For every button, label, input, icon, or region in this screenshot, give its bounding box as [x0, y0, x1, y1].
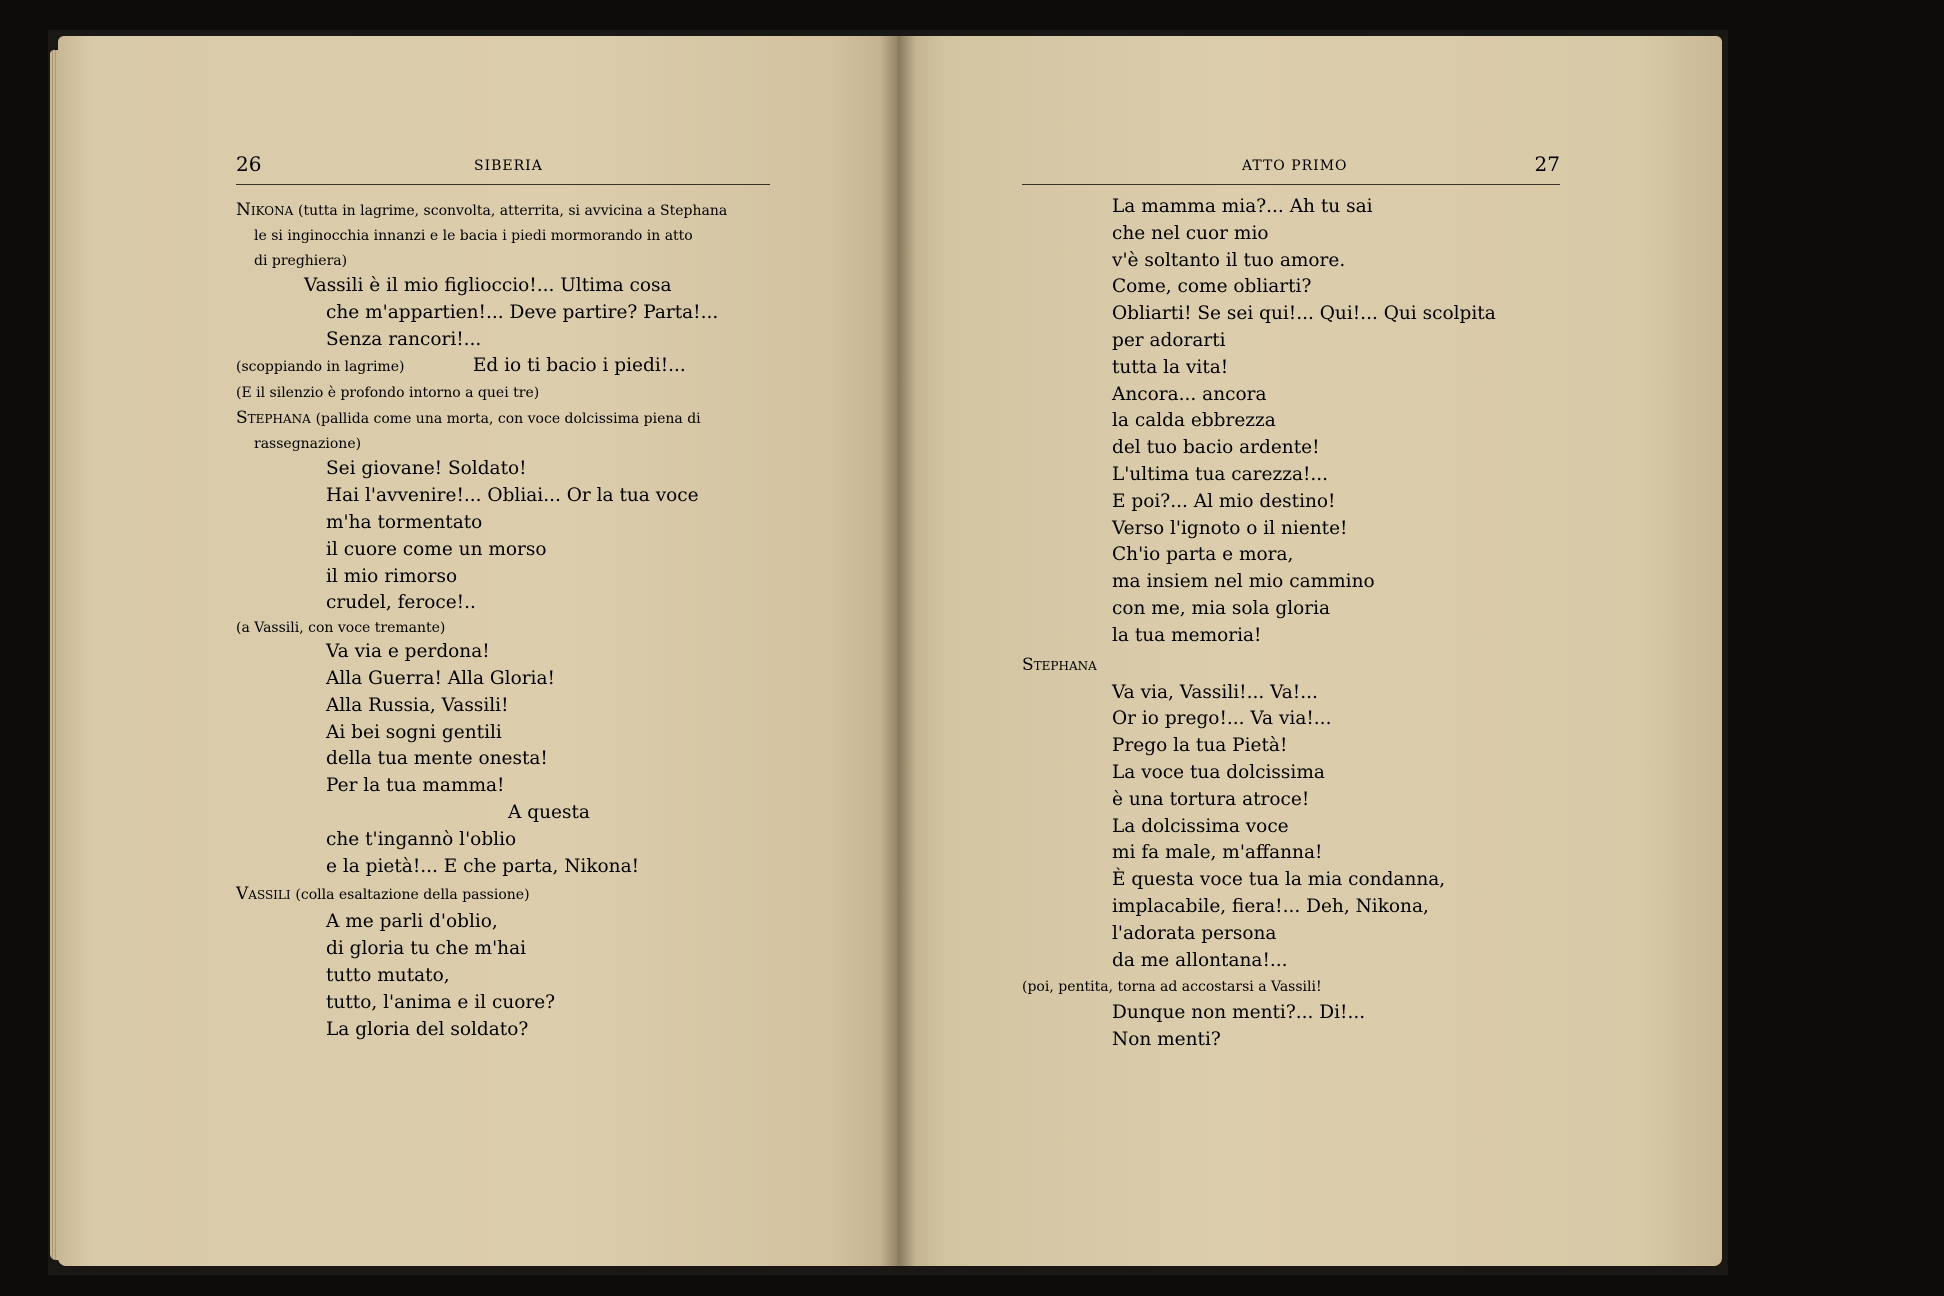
stage-direction: (tutta in lagrime, sconvolta, atterrita, si avvicina a Stephana	[298, 203, 728, 219]
verse-line: Ed io ti bacio i piedi!...	[472, 355, 686, 377]
right-text-column	[1022, 194, 1582, 1054]
verse-line: È questa voce tua la mia condanna,	[1112, 869, 1446, 891]
verse-line: che nel cuor mio	[1112, 222, 1269, 244]
stage-direction: (colla esaltazione della passione)	[295, 887, 530, 904]
left-text-column	[236, 198, 796, 1043]
right-page-number: 27	[1534, 152, 1560, 176]
verse-line: per adorarti	[1112, 329, 1226, 351]
left-page-number: 26	[236, 152, 262, 176]
left-running-head	[236, 152, 770, 185]
left-running-title: SIBERIA	[474, 158, 543, 174]
verse-line: il mio rimorso	[326, 565, 458, 587]
verse-line: Va via e perdona!	[326, 641, 490, 663]
verse-line: E poi?... Al mio destino!	[1112, 490, 1336, 512]
speaker-name: Nikona	[236, 200, 294, 220]
verse-line: l'adorata persona	[1112, 922, 1277, 944]
verse-line: Hai l'avvenire!... Obliai... Or la tua voce	[326, 485, 699, 507]
verse-line: Verso l'ignoto o il niente!	[1112, 517, 1348, 539]
verse-line: del tuo bacio ardente!	[1112, 437, 1320, 459]
verse-line: la calda ebbrezza	[1112, 410, 1276, 432]
verse-line: tutto, l'anima e il cuore?	[326, 991, 556, 1013]
verse-line: il cuore come un morso	[326, 538, 547, 560]
stage-direction: (poi, pentita, torna ad accostarsi a Vassili!	[1022, 979, 1322, 996]
verse-line: La gloria del soldato?	[326, 1018, 529, 1040]
nikona-cue	[236, 198, 796, 273]
verse-line: Prego la tua Pietà!	[1112, 735, 1288, 757]
verse-line: Non menti?	[1112, 1029, 1221, 1051]
verse-line: che t'ingannò l'oblio	[326, 828, 517, 850]
right-running-title: ATTO PRIMO	[1242, 158, 1348, 174]
verse-line: m'ha tormentato	[326, 511, 483, 533]
verse-line: Come, come obliarti?	[1112, 276, 1312, 298]
verse-line: Vassili è il mio figlioccio!... Ultima cosa	[304, 275, 672, 296]
verse-line: della tua mente onesta!	[326, 748, 548, 770]
verse-line: La voce tua dolcissima	[1112, 761, 1325, 783]
stephana-cue	[236, 406, 796, 456]
verse-line: Obliarti! Se sei qui!... Qui!... Qui scolpita	[1112, 303, 1496, 325]
stage-direction: (scoppiando in lagrime)	[236, 359, 405, 376]
verse-line: è una tortura atroce!	[1112, 788, 1310, 810]
verse-line: ma insiem nel mio cammino	[1112, 571, 1375, 593]
verse-line: Va via, Vassili!... Va!...	[1112, 681, 1318, 703]
verse-line: Dunque non menti?... Di!...	[1112, 1002, 1366, 1024]
stage-direction: (a Vassili, con voce tremante)	[236, 620, 446, 637]
verse-line: e la pietà!... E che parta, Nikona!	[326, 855, 640, 877]
verse-line: L'ultima tua carezza!...	[1112, 463, 1329, 485]
verse-line: A me parli d'oblio,	[326, 911, 498, 933]
verse-line: Ai bei sogni gentili	[326, 721, 502, 743]
verse-line: tutta la vita!	[1112, 356, 1229, 378]
stage-direction: (E il silenzio è profondo intorno a quei tre)	[236, 385, 540, 402]
speaker-name: Stephana	[236, 408, 311, 429]
verse-line: con me, mia sola gloria	[1112, 597, 1331, 619]
verse-line: crudel, feroce!..	[326, 592, 476, 614]
verse-line: Sei giovane! Soldato!	[326, 458, 527, 480]
verse-line: La dolcissima voce	[1112, 815, 1289, 837]
stage-direction: di preghiera)	[254, 253, 348, 269]
inline-direction-line	[236, 353, 796, 380]
stage-direction: (pallida come una morta, con voce dolcissima piena di	[315, 411, 701, 428]
verse-line: v'è soltanto il tuo amore.	[1112, 249, 1346, 271]
verse-line: Senza rancori!...	[326, 328, 482, 350]
verse-line: la tua memoria!	[1112, 624, 1262, 646]
verse-line: Alla Guerra! Alla Gloria!	[326, 667, 555, 689]
book-gutter	[880, 36, 916, 1266]
stage-direction: le si inginocchia innanzi e le bacia i piedi mormorando in atto	[254, 228, 693, 244]
right-running-head	[1022, 152, 1560, 185]
verse-line: Or io prego!... Va via!...	[1112, 708, 1332, 730]
stephana-cue	[1022, 650, 1582, 680]
verse-line: mi fa male, m'affanna!	[1112, 842, 1323, 864]
verse-line: Per la tua mamma!	[326, 775, 505, 797]
verse-line: A questa	[508, 801, 590, 823]
verse-line: Alla Russia, Vassili!	[326, 694, 509, 716]
vassili-cue	[236, 880, 796, 909]
verse-line: Ch'io parta e mora,	[1112, 544, 1294, 566]
verse-line: di gloria tu che m'hai	[326, 938, 527, 960]
verse-line: implacabile, fiera!... Deh, Nikona,	[1112, 895, 1429, 917]
verse-line: da me allontana!...	[1112, 949, 1288, 971]
speaker-name: Stephana	[1022, 654, 1097, 675]
speaker-name: Vassili	[236, 884, 291, 905]
stage-direction: rassegnazione)	[254, 436, 362, 453]
verse-line: La mamma mia?... Ah tu sai	[1112, 196, 1373, 217]
verse-line: Ancora... ancora	[1112, 383, 1267, 405]
verse-line: tutto mutato,	[326, 964, 450, 986]
verse-line: che m'appartien!... Deve partire? Parta!...	[326, 301, 719, 323]
